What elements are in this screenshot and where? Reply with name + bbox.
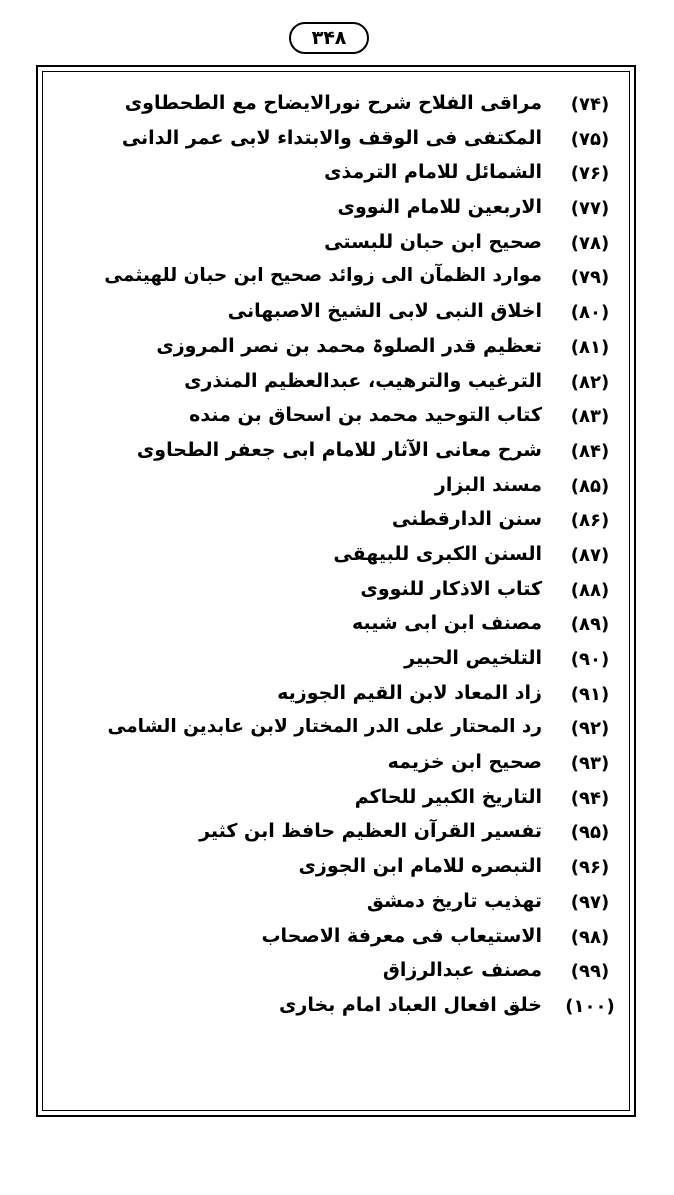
entry-number: (۷۴) [570, 94, 610, 115]
entry-title: التبصره للامام ابن الجوزی [298, 855, 542, 878]
entry-title: مراقی الفلاح شرح نورالایضاح مع الطحطاوی [124, 92, 542, 114]
list-item [0, 541, 674, 576]
entry-title: المکتفی فی الوقف والابتداء لابی عمر الدانی [121, 126, 542, 149]
list-item [0, 680, 674, 715]
entry-title: زاد المعاد لابن القیم الجوزیه [277, 681, 542, 704]
entry-title: مصنف عبدالرزاق [382, 959, 542, 982]
list-item [0, 645, 674, 680]
list-item [0, 888, 674, 923]
entry-number: (۷۸) [570, 232, 610, 254]
entry-number: (۱۰۰) [565, 995, 615, 1017]
entry-number: (۸۸) [570, 579, 610, 601]
entry-number: (۸۵) [570, 475, 610, 497]
list-item [0, 333, 674, 368]
page-number: ۳۴۸ [289, 22, 369, 54]
entry-title: کتاب الاذکار للنووی [360, 577, 542, 600]
list-item [0, 818, 674, 853]
list-item [0, 784, 674, 819]
entry-title: تهذیب تاریخ دمشق [366, 889, 542, 912]
list-item [0, 576, 674, 611]
list-item [0, 90, 674, 125]
list-item [0, 159, 674, 194]
entry-number: (۸۰) [570, 302, 610, 324]
list-item [0, 229, 674, 264]
entry-title: الاستیعاب فی معرفة الاصحاب [261, 924, 542, 947]
entry-title: تفسیر القرآن العظیم حافظ ابن کثیر [199, 820, 542, 843]
entry-number: (۷۶) [570, 163, 610, 185]
list-item [0, 298, 674, 333]
list-item [0, 610, 674, 645]
entry-title: رد المحتار علی الدر المختار لابن عابدین الشامی [107, 716, 542, 738]
list-item [0, 402, 674, 437]
list-item [0, 957, 674, 992]
entry-number: (۹۳) [570, 753, 610, 775]
list-item [0, 749, 674, 784]
list-item [0, 923, 674, 958]
entry-number: (۸۳) [570, 406, 610, 428]
entry-number: (۹۱) [570, 683, 610, 705]
entry-number: (۸۶) [570, 510, 610, 532]
entry-number: (۹۹) [570, 961, 610, 983]
entry-number: (۹۴) [570, 787, 610, 809]
list-item [0, 472, 674, 507]
entry-number: (۸۷) [570, 544, 610, 566]
list-item [0, 853, 674, 888]
entry-title: الاربعین للامام النووی [337, 196, 542, 219]
entry-title: الشمائل للامام الترمذی [324, 161, 542, 184]
list-item [0, 506, 674, 541]
list-item [0, 125, 674, 160]
entry-number: (۹۰) [570, 649, 610, 670]
entry-title: صحیح ابن خزیمه [387, 751, 542, 774]
entry-number: (۹۶) [570, 857, 610, 879]
entry-title: التلخیص الحبیر [404, 647, 542, 669]
entry-title: سنن الدارقطنی [391, 508, 542, 531]
entry-title: السنن الکبری للبیهقی [333, 542, 542, 565]
entry-number: (۹۷) [570, 891, 610, 913]
entry-title: اخلاق النبی لابی الشیخ الاصبهانی [227, 300, 542, 323]
list-item [0, 263, 674, 298]
entry-title: التاریخ الکبیر للحاکم [354, 785, 542, 808]
entry-title: مسند البزار [434, 473, 542, 496]
entry-number: (۷۹) [570, 267, 610, 289]
entry-number: (۸۱) [570, 336, 610, 358]
entry-number: (۹۵) [570, 822, 610, 844]
list-item [0, 714, 674, 749]
entry-number: (۹۸) [570, 926, 610, 948]
list-item [0, 368, 674, 403]
entry-number: (۸۴) [570, 440, 610, 462]
entry-title: صحیح ابن حبان للبستی [324, 230, 542, 253]
list-item [0, 437, 674, 472]
list-item [0, 992, 674, 1027]
entry-title: موارد الظمآن الی زوائد صحیح ابن حبان للهیثمی [104, 265, 542, 287]
entry-number: (۹۲) [570, 718, 610, 740]
list-item [0, 194, 674, 229]
entry-title: شرح معانی الآثار للامام ابی جعفر الطحاوی [136, 438, 542, 461]
entry-title: کتاب التوحید محمد بن اسحاق بن منده [189, 404, 542, 427]
entry-title: مصنف ابن ابی شیبه [351, 612, 542, 635]
entry-number: (۸۹) [570, 614, 610, 636]
entry-number: (۸۲) [570, 371, 610, 393]
reference-list [0, 90, 674, 1027]
entry-title: الترغیب والترهیب، عبدالعظیم المنذری [184, 369, 542, 392]
entry-title: تعظیم قدر الصلوۃ محمد بن نصر المروزی [156, 334, 542, 357]
entry-title: خلق افعال العباد امام بخاری [279, 993, 542, 1016]
entry-number: (۷۷) [570, 198, 610, 220]
entry-number: (۷۵) [570, 128, 610, 150]
